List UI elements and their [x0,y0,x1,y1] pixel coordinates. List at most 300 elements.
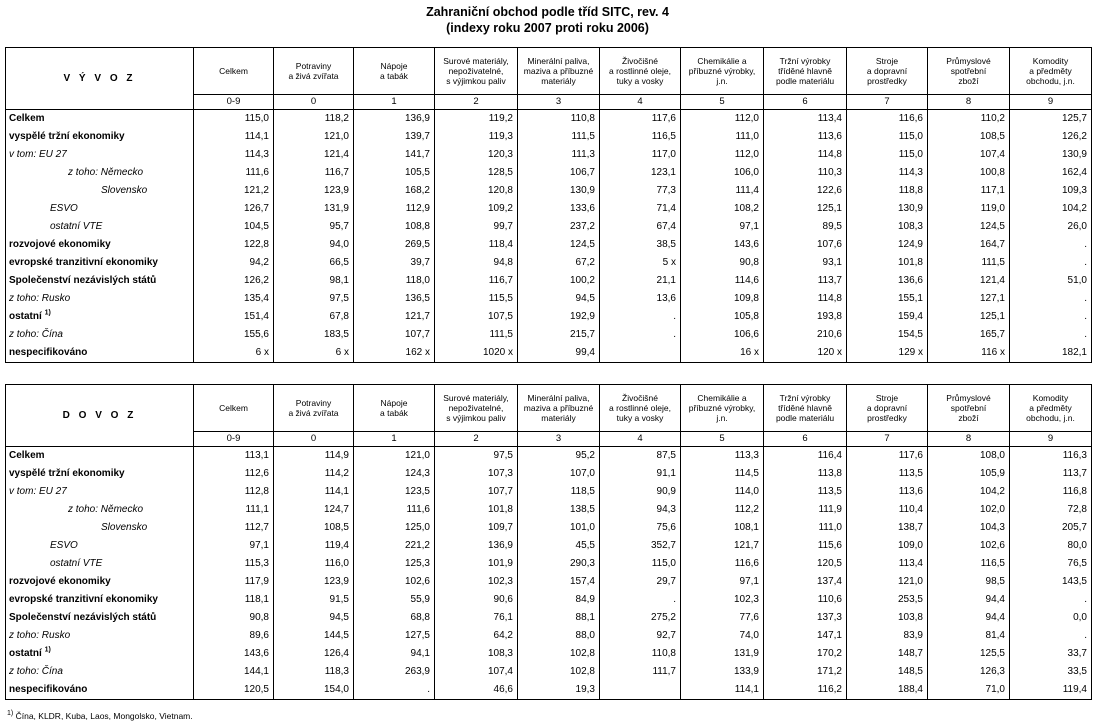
table-cell: 107,7 [354,326,435,344]
table-cell: 136,9 [354,110,435,129]
row-label [6,447,194,466]
table-cell: 113,8 [764,465,847,483]
table-cell: 33,7 [1010,645,1092,663]
table-cell: 127,5 [354,627,435,645]
table-cell: 118,0 [354,272,435,290]
table-cell: 275,2 [600,609,681,627]
row-label-text: Společenství nezávislých států [9,275,157,286]
table-cell: 77,3 [600,182,681,200]
table-cell: 117,6 [600,110,681,129]
table-cell: 119,4 [274,537,354,555]
table-cell: 136,6 [847,272,928,290]
column-header: Tržní výrobky tříděné hlavně podle materiálu [764,48,847,95]
table-cell: 115,0 [194,110,274,129]
column-code: 8 [928,432,1010,447]
table-cell: 94,3 [600,501,681,519]
table-cell: 95,7 [274,218,354,236]
table-cell: . [1010,326,1092,344]
table-row [6,290,1092,308]
row-label [6,272,194,290]
table-cell: 102,3 [435,573,518,591]
table-cell: 100,2 [518,272,600,290]
table-row [6,254,1092,272]
table-cell: 114,1 [194,128,274,146]
table-cell: 114,1 [274,483,354,501]
table-cell: 110,6 [764,591,847,609]
table-cell: 159,4 [847,308,928,326]
row-label-text: z toho: Rusko [9,630,71,641]
table-cell: 121,4 [274,146,354,164]
table-cell: 104,2 [1010,200,1092,218]
table-cell: . [1010,308,1092,326]
row-label-text: ostatní [9,311,42,322]
table-cell: 143,6 [194,645,274,663]
table-cell: 170,2 [764,645,847,663]
table-cell: . [600,326,681,344]
table-cell: 123,9 [274,182,354,200]
table-cell: 130,9 [847,200,928,218]
row-label [6,519,194,537]
column-header: Stroje a dopravní prostředky [847,48,928,95]
row-label-text: ostatní VTE [50,558,103,569]
table-cell: 112,6 [194,465,274,483]
section-table [5,384,1092,700]
row-label [6,465,194,483]
column-header: Živočišné a rostlinné oleje, tuky a vosky [600,48,681,95]
table-cell: 143,5 [1010,573,1092,591]
table-cell: 55,9 [354,591,435,609]
row-label [6,290,194,308]
table-cell: 118,8 [847,182,928,200]
table-cell: 92,7 [600,627,681,645]
table-cell: 112,0 [681,146,764,164]
row-label-text: rozvojové ekonomiky [9,239,111,250]
table-cell: 137,4 [764,573,847,591]
table-row [6,182,1092,200]
title-line-1: Zahraniční obchod podle tříd SITC, rev. 4 [426,5,669,19]
table-cell: 193,8 [764,308,847,326]
row-label [6,344,194,363]
column-code: 5 [681,432,764,447]
footnote-ref: 1) [44,646,51,654]
section-title: D O V O Z [6,385,194,447]
table-cell: 133,6 [518,200,600,218]
table-cell: 112,9 [354,200,435,218]
table-cell: 97,5 [274,290,354,308]
table-cell: 76,5 [1010,555,1092,573]
table-row [6,200,1092,218]
row-label [6,591,194,609]
table-cell: 102,8 [518,645,600,663]
table-cell: 21,1 [600,272,681,290]
table-cell: 111,5 [435,326,518,344]
table-cell: 102,0 [928,501,1010,519]
table-cell: 155,1 [847,290,928,308]
table-cell: 89,5 [764,218,847,236]
table-cell: 103,8 [847,609,928,627]
table-cell: 109,0 [847,537,928,555]
table-cell: 147,1 [764,627,847,645]
table-cell: 45,5 [518,537,600,555]
column-header: Chemikálie a příbuzné výrobky, j.n. [681,48,764,95]
table-cell: 130,9 [1010,146,1092,164]
table-cell: 38,5 [600,236,681,254]
column-code: 0-9 [194,95,274,110]
footnote [7,711,193,721]
table-cell: 113,4 [764,110,847,129]
table-cell: 116,6 [681,555,764,573]
table-cell: . [1010,627,1092,645]
table-cell: 66,5 [274,254,354,272]
table-cell: 109,2 [435,200,518,218]
table-cell: 116,6 [847,110,928,129]
table-cell: 124,7 [274,501,354,519]
table-cell: 75,6 [600,519,681,537]
row-label-text: z toho: Německo [68,504,144,515]
table-cell: 112,8 [194,483,274,501]
table-cell: 114,0 [681,483,764,501]
table-cell: 111,1 [194,501,274,519]
table-cell: 121,0 [274,128,354,146]
title-line-2: (indexy roku 2007 proti roku 2006) [446,21,649,35]
row-label-text: nespecifikováno [9,684,88,695]
column-code: 4 [600,432,681,447]
table-row [6,447,1092,466]
table-cell: 93,1 [764,254,847,272]
table-cell: 120 x [764,344,847,363]
table-cell: 116,3 [1010,447,1092,466]
table-cell: 116,4 [764,447,847,466]
table-cell: 95,2 [518,447,600,466]
table-cell: 111,0 [764,519,847,537]
table-cell: 138,7 [847,519,928,537]
column-code: 5 [681,95,764,110]
table-cell: 120,5 [194,681,274,700]
table-cell: 148,7 [847,645,928,663]
table-cell: 114,8 [764,146,847,164]
table-cell: 46,6 [435,681,518,700]
table-cell: 188,4 [847,681,928,700]
table-cell: 144,5 [274,627,354,645]
table-cell: 118,1 [194,591,274,609]
table-row [6,218,1092,236]
table-cell: 111,6 [194,164,274,182]
table-cell: 126,4 [274,645,354,663]
table-cell: 183,5 [274,326,354,344]
table-cell: 155,6 [194,326,274,344]
table-cell: 88,1 [518,609,600,627]
row-label [6,681,194,700]
table-cell: 126,2 [1010,128,1092,146]
column-header: Průmyslové spotřební zboží [928,48,1010,95]
row-label-text: ostatní [9,648,42,659]
table-cell: 6 x [274,344,354,363]
table-row [6,465,1092,483]
row-label-text: v tom: EU 27 [9,486,67,497]
table-cell: 108,0 [928,447,1010,466]
table-cell: 121,4 [928,272,1010,290]
column-header: Chemikálie a příbuzné výrobky, j.n. [681,385,764,432]
table-cell: 237,2 [518,218,600,236]
column-header: Komodity a předměty obchodu, j.n. [1010,48,1092,95]
row-label [6,218,194,236]
table-cell: 112,7 [194,519,274,537]
table-cell: . [600,591,681,609]
table-cell: 104,5 [194,218,274,236]
table-cell: 113,3 [681,447,764,466]
table-cell: 119,0 [928,200,1010,218]
table-cell: 114,2 [274,465,354,483]
table-cell: 107,6 [764,236,847,254]
row-label [6,573,194,591]
table-cell [600,344,681,363]
table-cell: 94,1 [354,645,435,663]
table-cell: 113,5 [847,465,928,483]
table-cell: 131,9 [681,645,764,663]
table-cell: 109,7 [435,519,518,537]
table-cell: 104,3 [928,519,1010,537]
table-cell: 113,5 [764,483,847,501]
table-cell: 77,6 [681,609,764,627]
row-label-text: Slovensko [101,522,148,533]
row-label-text: rozvojové ekonomiky [9,576,111,587]
table-cell: 16 x [681,344,764,363]
table-cell: 107,4 [928,146,1010,164]
table-cell: 109,3 [1010,182,1092,200]
table-cell: 151,4 [194,308,274,326]
row-label [6,645,194,663]
column-header: Průmyslové spotřební zboží [928,385,1010,432]
table-cell: 88,0 [518,627,600,645]
table-cell: 98,5 [928,573,1010,591]
section-table [5,47,1092,363]
table-cell: 182,1 [1010,344,1092,363]
table-cell: 133,9 [681,663,764,681]
table-cell: 89,6 [194,627,274,645]
table-row [6,519,1092,537]
table-cell: 106,7 [518,164,600,182]
table-cell: 115,0 [847,146,928,164]
table-cell: 290,3 [518,555,600,573]
table-cell: 115,0 [847,128,928,146]
table-cell: 136,5 [354,290,435,308]
table-cell: 113,7 [1010,465,1092,483]
table-cell: 112,2 [681,501,764,519]
table-cell: 117,9 [194,573,274,591]
column-code: 3 [518,432,600,447]
table-row [6,501,1092,519]
table-cell: 94,8 [435,254,518,272]
table-cell: 113,6 [847,483,928,501]
table-row [6,663,1092,681]
table-cell: 136,9 [435,537,518,555]
row-label [6,146,194,164]
table-cell: 102,6 [354,573,435,591]
table-cell: 123,1 [600,164,681,182]
table-cell: 72,8 [1010,501,1092,519]
table-cell: 125,7 [1010,110,1092,129]
table-cell: 124,3 [354,465,435,483]
table-cell: 117,6 [847,447,928,466]
table-cell: . [1010,591,1092,609]
column-code: 7 [847,95,928,110]
table-cell: 352,7 [600,537,681,555]
table-cell: 83,9 [847,627,928,645]
column-code: 8 [928,95,1010,110]
table-cell: 126,3 [928,663,1010,681]
table-cell: 121,2 [194,182,274,200]
table-cell: 102,3 [681,591,764,609]
table-cell: 19,3 [518,681,600,700]
table-cell: 119,2 [435,110,518,129]
row-label [6,555,194,573]
row-label [6,110,194,129]
table-cell: 105,9 [928,465,1010,483]
table-cell: 121,0 [354,447,435,466]
table-cell: 116,0 [274,555,354,573]
table-cell: 137,3 [764,609,847,627]
table-cell: 131,9 [274,200,354,218]
table-cell: 113,1 [194,447,274,466]
table-cell: 97,5 [435,447,518,466]
table-cell: 111,3 [518,146,600,164]
table-cell: 113,6 [764,128,847,146]
table-cell: 74,0 [681,627,764,645]
table-cell: 125,5 [928,645,1010,663]
table-cell: . [600,308,681,326]
row-label-text: evropské tranzitivní ekonomiky [9,594,158,605]
table-row [6,573,1092,591]
page-title [0,4,1095,36]
table-cell: 67,4 [600,218,681,236]
table-cell: 67,2 [518,254,600,272]
section-title: V Ý V O Z [6,48,194,110]
table-cell: 39,7 [354,254,435,272]
row-label-text: z toho: Německo [68,167,144,178]
table-cell: 108,5 [928,128,1010,146]
table-cell: 106,6 [681,326,764,344]
table-cell: 108,8 [354,218,435,236]
table-cell: . [1010,254,1092,272]
table-cell: 101,9 [435,555,518,573]
table-cell: 113,7 [764,272,847,290]
table-cell: 0,0 [1010,609,1092,627]
table-row [6,164,1092,182]
table-cell: 107,3 [435,465,518,483]
table-cell: 114,5 [681,465,764,483]
table-cell: 111,9 [764,501,847,519]
table-cell: 117,1 [928,182,1010,200]
table-cell: 128,5 [435,164,518,182]
table-cell: 162,4 [1010,164,1092,182]
table-cell: 125,1 [764,200,847,218]
table-row [6,645,1092,663]
table-cell: 116,7 [435,272,518,290]
row-label [6,609,194,627]
table-cell: 117,0 [600,146,681,164]
row-label [6,236,194,254]
column-header: Minerální paliva, maziva a příbuzné materiály [518,385,600,432]
table-cell: 110,8 [600,645,681,663]
column-header: Živočišné a rostlinné oleje, tuky a vosky [600,385,681,432]
table-cell: 6 x [194,344,274,363]
table-cell: 108,3 [847,218,928,236]
table-cell: 116,8 [1010,483,1092,501]
table-cell: 101,8 [435,501,518,519]
table-cell: 118,5 [518,483,600,501]
table-cell: 110,3 [764,164,847,182]
table-row [6,326,1092,344]
table-cell: 263,9 [354,663,435,681]
table-cell: 94,2 [194,254,274,272]
table-cell: 118,4 [435,236,518,254]
table-cell: 120,5 [764,555,847,573]
table-cell: 253,5 [847,591,928,609]
table-cell: 124,5 [928,218,1010,236]
row-label-text: evropské tranzitivní ekonomiky [9,257,158,268]
row-label-text: Společenství nezávislých států [9,612,157,623]
table-cell: 165,7 [928,326,1010,344]
table-cell: 144,1 [194,663,274,681]
table-cell: 107,0 [518,465,600,483]
table-cell: 143,6 [681,236,764,254]
table-row [6,308,1092,326]
table-cell: 101,8 [847,254,928,272]
row-label-text: ESVO [50,540,78,551]
table-cell: 91,5 [274,591,354,609]
table-cell: . [1010,236,1092,254]
table-row [6,236,1092,254]
table-cell: 130,9 [518,182,600,200]
table-cell: 125,3 [354,555,435,573]
table-row [6,555,1092,573]
row-label-text: v tom: EU 27 [9,149,67,160]
column-code: 6 [764,432,847,447]
table-cell: 171,2 [764,663,847,681]
table-cell: 139,7 [354,128,435,146]
table-cell: 116,5 [928,555,1010,573]
table-cell: 210,6 [764,326,847,344]
table-cell: 205,7 [1010,519,1092,537]
table-cell: 114,3 [194,146,274,164]
table-cell: 97,1 [194,537,274,555]
table-cell: 116,2 [764,681,847,700]
table-cell: 112,0 [681,110,764,129]
table-row [6,627,1092,645]
table-cell: 122,8 [194,236,274,254]
table-cell: 118,2 [274,110,354,129]
footnote-ref: 1) [44,309,51,317]
table-cell: 129 x [847,344,928,363]
table-cell: 105,8 [681,308,764,326]
column-header: Stroje a dopravní prostředky [847,385,928,432]
table-cell: 124,5 [518,236,600,254]
column-code: 2 [435,95,518,110]
column-code: 0 [274,95,354,110]
table-cell: 68,8 [354,609,435,627]
table-cell: 154,0 [274,681,354,700]
table-cell: . [1010,290,1092,308]
row-label [6,663,194,681]
table-cell: 108,1 [681,519,764,537]
table-cell: 67,8 [274,308,354,326]
table-cell: 33,5 [1010,663,1092,681]
table-cell: 125,0 [354,519,435,537]
table-cell: 119,3 [435,128,518,146]
table-cell: 87,5 [600,447,681,466]
row-label [6,537,194,555]
table-cell: 138,5 [518,501,600,519]
